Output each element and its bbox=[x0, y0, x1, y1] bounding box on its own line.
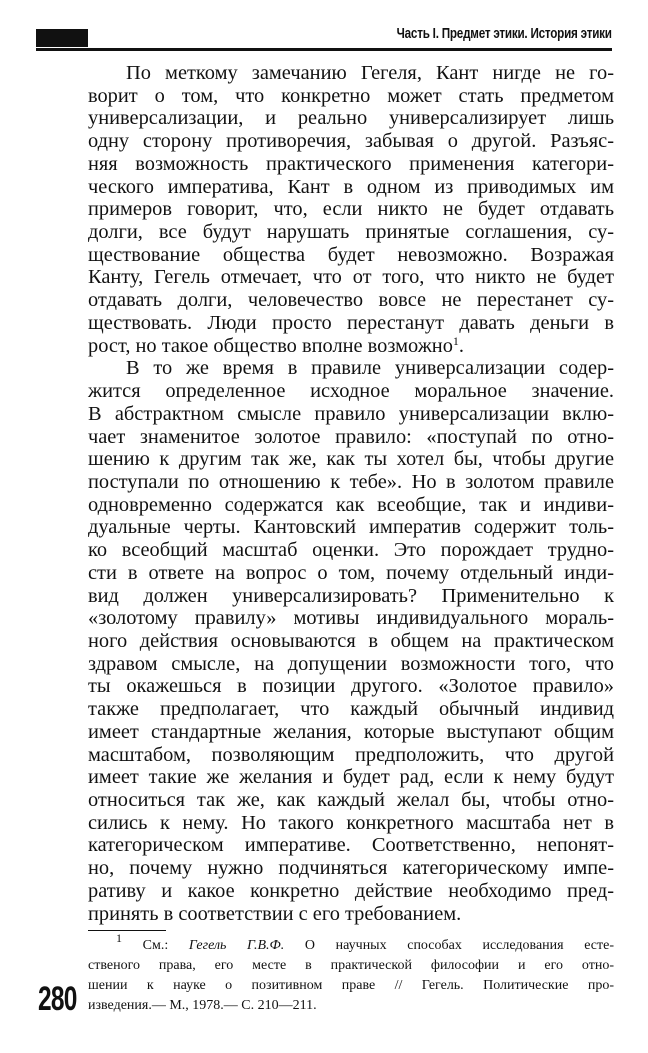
text-line: жится определенное исходное моральное значение. bbox=[88, 380, 614, 403]
footnote-line: шении к науке о позитивном праве // Гегель. Политические про- bbox=[88, 978, 614, 993]
text-line: принять в соответствии с его требованием. bbox=[88, 902, 462, 925]
text-line: масштабом, позволяющим предположить, что другой bbox=[88, 743, 614, 766]
text-line-content: рост, но такое общество вполне возможно bbox=[88, 334, 453, 357]
text-line: одну сторону противоречия, забывая о другой. Разъяс- bbox=[88, 130, 614, 153]
text-line: В абстрактном смысле правило универсализации вклю- bbox=[88, 402, 614, 425]
text-line: ществование общества будет невозможно. Возражая bbox=[88, 243, 614, 266]
text-line: отдавать долги, человечество вовсе не перестанет су- bbox=[88, 289, 614, 312]
text-line: В то же время в правиле универсализации содер- bbox=[126, 357, 614, 380]
text-line: По меткому замечанию Гегеля, Кант нигде не го- bbox=[126, 62, 614, 84]
text-line: имеет стандартные желания, которые выступают общим bbox=[88, 720, 614, 743]
footnote-reference: 1 bbox=[452, 333, 459, 348]
header-rule bbox=[36, 48, 612, 51]
running-header: Часть I. Предмет этики. История этики bbox=[396, 25, 612, 42]
text-line: шению к другим так же, как ты хотел бы, чтобы другие bbox=[88, 448, 614, 471]
footnote-line: изведения.— М., 1978.— С. 210—211. bbox=[88, 998, 317, 1013]
footnote-separator bbox=[88, 930, 166, 931]
text-line: долги, все будут нарушать принятые соглашения, су- bbox=[88, 221, 614, 244]
footnote-line: $^1$ См.: Гегель Г.В.Ф. О научных способах исследования есте- bbox=[116, 931, 614, 953]
text-line: одновременно содержатся как всеобщие, так и индиви- bbox=[88, 493, 614, 516]
body-text bbox=[88, 62, 614, 925]
text-line: также предполагает, что каждый обычный индивид bbox=[88, 698, 614, 721]
text-line: ты окажешься в позиции другого. «Золотое правило» bbox=[88, 675, 614, 698]
text-line: сти в ответе на вопрос о том, почему отдельный инди- bbox=[88, 561, 614, 584]
footnote-marker: 1 bbox=[116, 931, 122, 945]
text-line: ческого императива, Кант в одном из приводимых им bbox=[88, 175, 614, 198]
text-line: чает знаменитое золотое правило: «поступай по отно- bbox=[88, 425, 614, 448]
header-bar bbox=[36, 29, 88, 47]
text-line: ного действия основываются в общем на практическом bbox=[88, 629, 614, 652]
page-number: 280 bbox=[38, 980, 77, 1018]
text-line: категорическом императиве. Соответственно, непонят- bbox=[88, 834, 614, 857]
text-line: ществовать. Люди просто перестанут давать деньги в bbox=[88, 311, 614, 334]
text-line: ративу и какое конкретно действие необходимо пред- bbox=[88, 879, 614, 902]
text-line: Канту, Гегель отмечает, что от того, что никто не будет bbox=[88, 266, 614, 289]
text-line: «золотому правилу» мотивы индивидуального мораль- bbox=[88, 607, 614, 630]
text-line: поступали по отношению к тебе». Но в золотом правиле bbox=[88, 470, 614, 493]
text-line: универсализации, и реально универсализирует лишь bbox=[88, 107, 614, 130]
footnote-line: ственого права, его месте в практической философии и его отно- bbox=[88, 958, 614, 973]
text-line: рост, но такое общество вполне возможно$^1$. bbox=[88, 333, 465, 357]
footnote-author: Гегель Г.В.Ф. bbox=[188, 938, 285, 953]
text-line: относиться так же, как каждый желал бы, чтобы отно- bbox=[88, 789, 614, 811]
footnote bbox=[88, 931, 614, 1016]
text-line: няя возможность практического применения категори- bbox=[88, 152, 614, 175]
text-line: но, почему нужно подчиняться категорическому импе- bbox=[88, 857, 614, 880]
text-line: имеет такие же желания и будет рад, если к нему будут bbox=[88, 766, 614, 789]
text-line: здравом смысле, на допущении возможности того, что bbox=[88, 652, 614, 675]
text-line: примеров говорит, что, если никто не будет отдавать bbox=[88, 198, 614, 221]
text-line: вид должен универсализировать? Применительно к bbox=[88, 584, 614, 607]
text-line: дуальные черты. Кантовский императив содержит толь- bbox=[88, 516, 614, 539]
text-line: сились к нему. Но такого конкретного масштаба нет в bbox=[88, 811, 614, 834]
text-line: ко всеобщий масштаб оценки. Это порождает трудно- bbox=[88, 539, 614, 562]
text-line: ворит о том, что конкретно может стать предметом bbox=[88, 84, 614, 107]
